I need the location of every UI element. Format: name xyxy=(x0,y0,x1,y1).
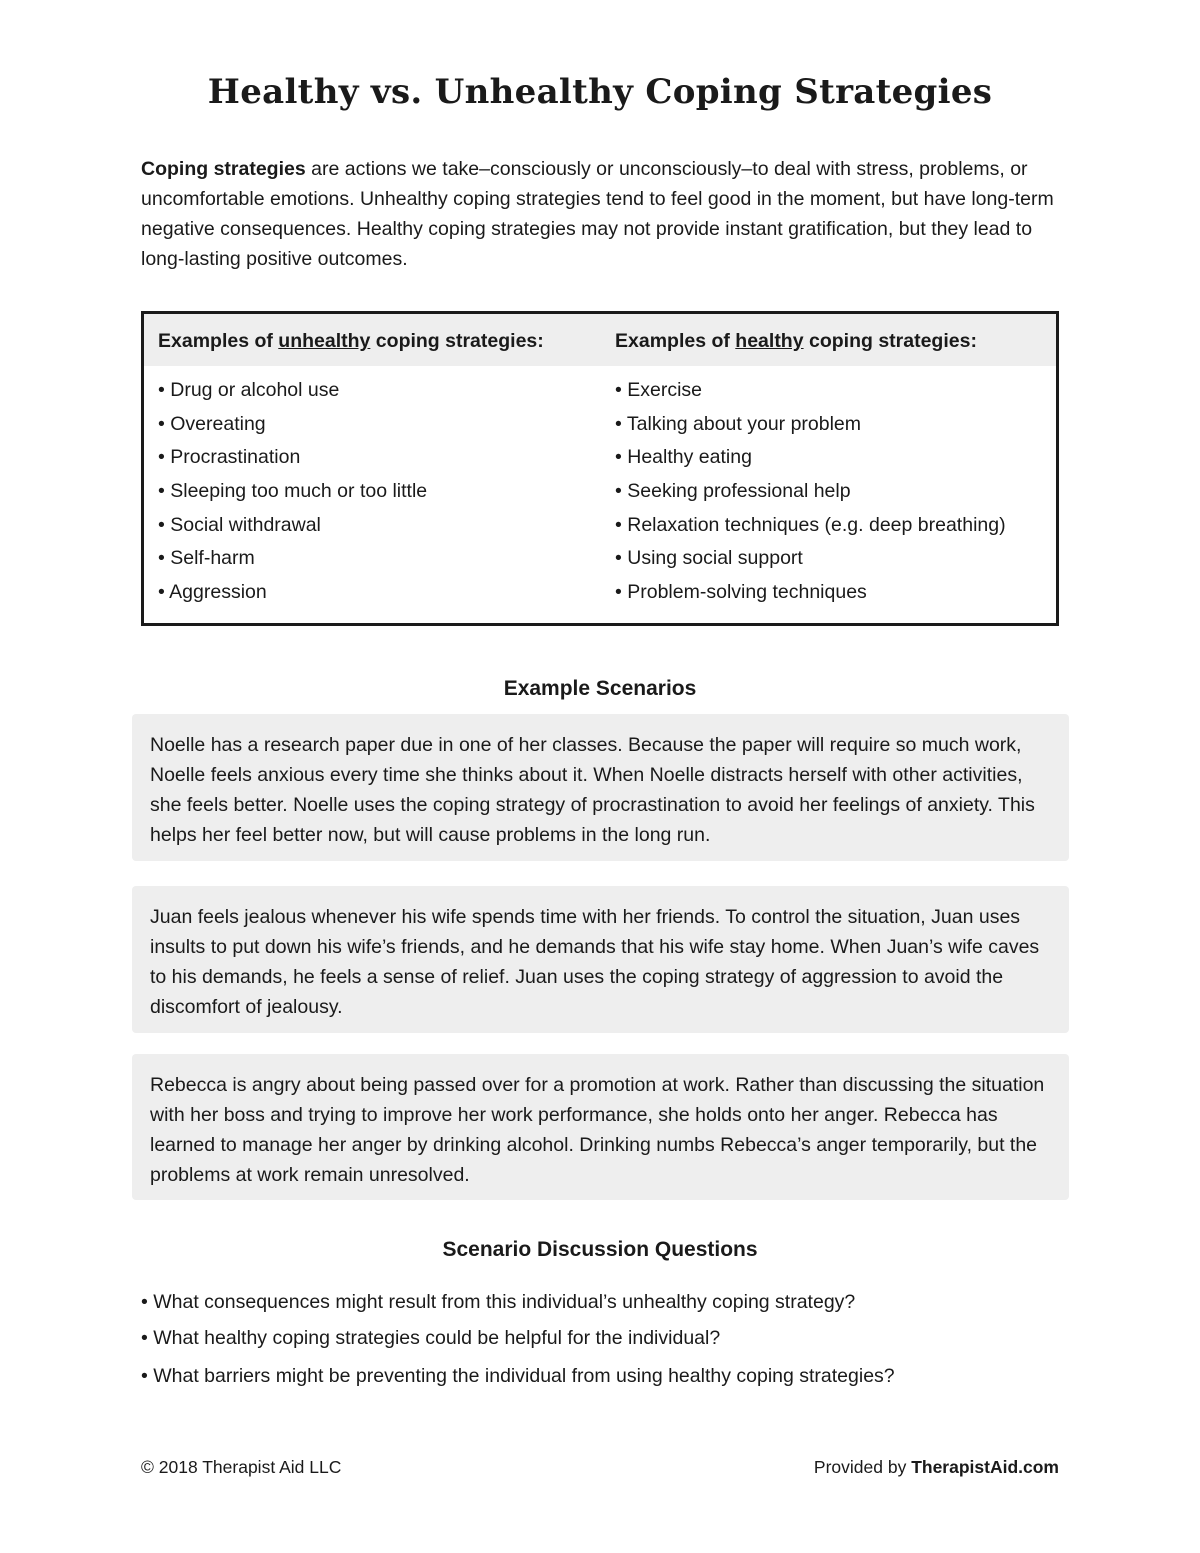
healthy-column-heading: Examples of healthy coping strategies: xyxy=(615,330,977,352)
list-item: • Healthy eating xyxy=(615,446,752,469)
unhealthy-column-heading: Examples of unhealthy coping strategies: xyxy=(158,330,544,352)
list-item: • Drug or alcohol use xyxy=(158,379,340,401)
healthy-keyword: healthy xyxy=(735,330,804,352)
question-item: • What healthy coping strategies could be helpful for the individual? xyxy=(141,1327,721,1349)
list-item: • Using social support xyxy=(615,547,803,570)
unhealthy-list xyxy=(158,376,427,612)
question-item: • What consequences might result from this individual’s unhealthy coping strategy? xyxy=(141,1291,856,1313)
scenario-card-noelle: Noelle has a research paper due in one of her classes. Because the paper will require so much work, Noelle feels anxious every time she thinks about it. When Noelle distracts herself with other activities, she feels better. Noelle uses the coping strategy of procrastination to avoid her feelings of anxiety. This helps her feel better now, but will cause problems in the long run. xyxy=(132,714,1069,861)
list-item: • Problem-solving techniques xyxy=(615,581,867,604)
intro-text: are actions we take–consciously or unconsciously–to deal with stress, problems, or uncomfortable emotions. Unhealthy coping strategies tend to feel good in the moment, but have long-term negative consequences. Healthy coping strategies may not provide instant gratification, but they lead to long-lasting positive outcomes. xyxy=(141,158,1054,270)
intro-paragraph xyxy=(141,154,1066,274)
list-item: • Procrastination xyxy=(158,446,301,469)
strategies-table xyxy=(141,311,1059,626)
healthy-list xyxy=(615,376,1006,612)
brand-link[interactable]: TherapistAid.com xyxy=(911,1457,1059,1477)
strategies-table-header xyxy=(144,314,1056,366)
list-item: • Overeating xyxy=(158,412,266,435)
list-item: • Seeking professional help xyxy=(615,480,851,503)
questions-heading: Scenario Discussion Questions xyxy=(442,1238,758,1261)
list-item: • Self-harm xyxy=(158,547,255,570)
list-item: • Exercise xyxy=(615,379,703,401)
question-item: • What barriers might be preventing the individual from using healthy coping strategies? xyxy=(141,1365,895,1387)
list-item: • Relaxation techniques (e.g. deep breathing) xyxy=(615,513,1006,536)
copyright: © 2018 Therapist Aid LLC xyxy=(141,1457,342,1477)
page-title: Healthy vs. Unhealthy Coping Strategies xyxy=(207,72,993,112)
unhealthy-keyword: unhealthy xyxy=(278,330,371,352)
list-item: • Sleeping too much or too little xyxy=(158,480,428,503)
list-item: • Social withdrawal xyxy=(158,513,321,536)
list-item: • Talking about your problem xyxy=(615,412,862,435)
list-item: • Aggression xyxy=(158,581,267,604)
scenarios-heading: Example Scenarios xyxy=(503,677,697,700)
intro-term: Coping strategies xyxy=(141,158,306,180)
provided-by: Provided by TherapistAid.com xyxy=(813,1457,1059,1477)
scenario-card-rebecca: Rebecca is angry about being passed over for a promotion at work. Rather than discussing the situation with her boss and trying to improve her work performance, she holds onto her anger. Rebecca has learned to manage her anger by drinking alcohol. Drinking numbs Rebecca’s anger temporarily, but the problems at work remain unresolved. xyxy=(132,1054,1069,1200)
scenario-card-juan: Juan feels jealous whenever his wife spends time with her friends. To control the situation, Juan uses insults to put down his wife’s friends, and he demands that his wife stay home. When Juan’s wife caves to his demands, he feels a sense of relief. Juan uses the coping strategy of aggression to avoid the discomfort of jealousy. xyxy=(132,886,1069,1033)
